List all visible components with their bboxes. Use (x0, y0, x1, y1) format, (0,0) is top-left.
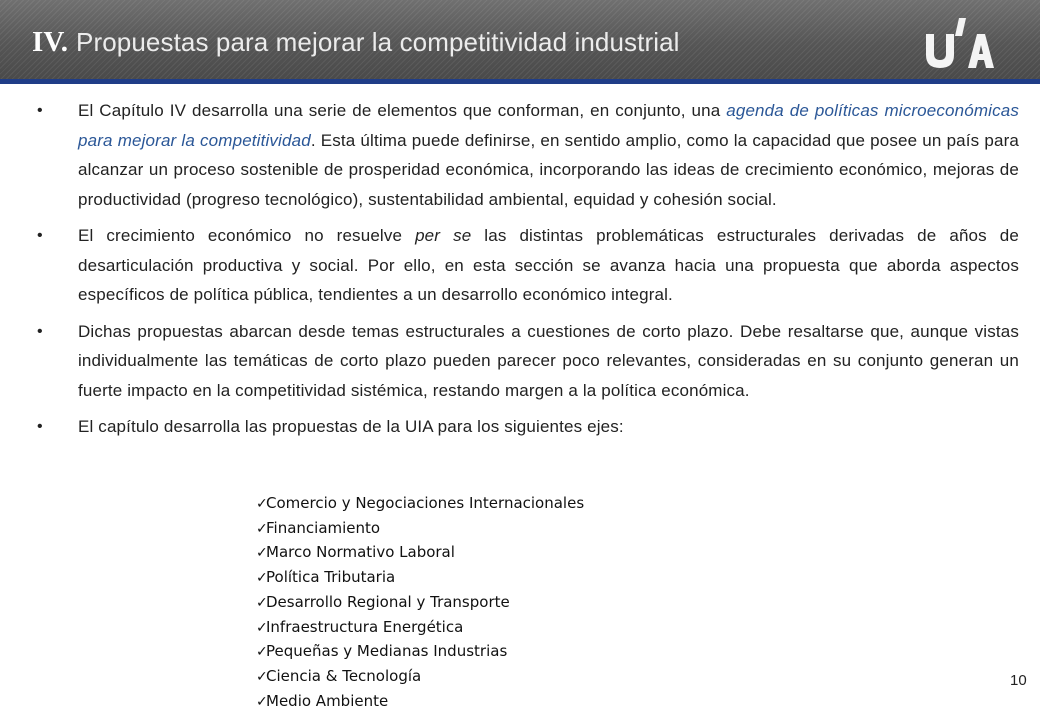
bullet-paragraph (37, 317, 1019, 406)
paragraph-text: . Esta última puede definirse, en sentido amplio, como la capacidad que posee un país para alcanzar un proceso sostenible de prosperidad económica, incorporando las ideas de crecimiento económico, mejoras de productividad (progreso tecnológico), sustentabilidad ambiental, equidad y cohesión social. (78, 130, 1019, 209)
list-item (256, 517, 584, 542)
checkmark-icon: ✓ (256, 644, 268, 661)
bullet-icon: • (37, 322, 43, 340)
checkmark-icon: ✓ (256, 520, 268, 537)
checkmark-icon: ✓ (256, 594, 268, 611)
checkmark-icon: ✓ (256, 496, 268, 512)
bullet-paragraph (37, 412, 1019, 442)
list-item-label: Marco Normativo Laboral (266, 543, 455, 562)
bullet-icon: • (37, 227, 43, 244)
list-item-label: Política Tributaria (266, 568, 396, 587)
paragraph-text: El crecimiento económico no resuelve (78, 226, 416, 245)
uia-logo (922, 14, 994, 70)
list-item-label: Financiamiento (266, 518, 381, 537)
bullet-paragraph (37, 221, 1019, 310)
bullet-icon: • (37, 102, 43, 119)
list-item (256, 566, 584, 591)
list-item (256, 640, 584, 665)
paragraph-text: El capítulo desarrolla las propuestas de la UIA para los siguientes ejes: (78, 417, 624, 436)
slide-body (37, 96, 1019, 449)
paragraph-text: Dichas propuestas abarcan desde temas estructurales a cuestiones de corto plazo. Debe resaltarse que, aunque vistas individualmente las temáticas de corto plazo pueden parecer poco relevantes, consideradas en su conjunto generan un fuerte impacto en la competitividad sistémica, restando margen a la política económica. (78, 321, 1019, 400)
chapter-number: IV. (32, 26, 69, 58)
list-item-label: Ciencia & Tecnología (266, 666, 422, 685)
highlighted-phrase: agenda de políticas microeconómicas para mejorar la competitividad (78, 101, 1019, 150)
checkmark-icon: ✓ (256, 668, 268, 685)
list-item-label: Pequeñas y Medianas Industrias (266, 642, 508, 661)
list-item-label: Comercio y Negociaciones Internacionales (266, 494, 585, 512)
list-item-label: Medio Ambiente (266, 691, 389, 710)
chapter-title: Propuestas para mejorar la competitividad industrial (76, 27, 680, 57)
checkmark-icon: ✓ (256, 619, 268, 636)
list-item (256, 616, 584, 641)
checkmark-icon: ✓ (256, 570, 268, 587)
checkmark-icon: ✓ (256, 693, 268, 710)
bullet-icon: • (37, 418, 43, 435)
list-item-label: Infraestructura Energética (266, 617, 464, 636)
axes-checklist (256, 492, 584, 714)
list-item (256, 690, 584, 715)
paragraph-text: las distintas problemáticas estructurales derivadas de años de desarticulación productiva y social. Por ello, en esta sección se avanza hacia una propuesta que aborda aspectos específicos de política pública, tendientes a un desarrollo económico integral. (78, 226, 1019, 304)
list-item (256, 492, 584, 517)
page-number: 10 (1010, 672, 1027, 689)
paragraph-text: El Capítulo IV desarrolla una serie de elementos que conforman, en conjunto, una (78, 101, 727, 120)
list-item (256, 591, 584, 616)
header-banner (0, 0, 1040, 84)
checkmark-icon: ✓ (256, 545, 268, 562)
list-item (256, 541, 584, 566)
slide-title (32, 26, 680, 59)
italic-phrase: per se (415, 226, 472, 245)
list-item (256, 665, 584, 690)
list-item-label: Desarrollo Regional y Transporte (266, 592, 510, 611)
bullet-paragraph (37, 96, 1019, 214)
